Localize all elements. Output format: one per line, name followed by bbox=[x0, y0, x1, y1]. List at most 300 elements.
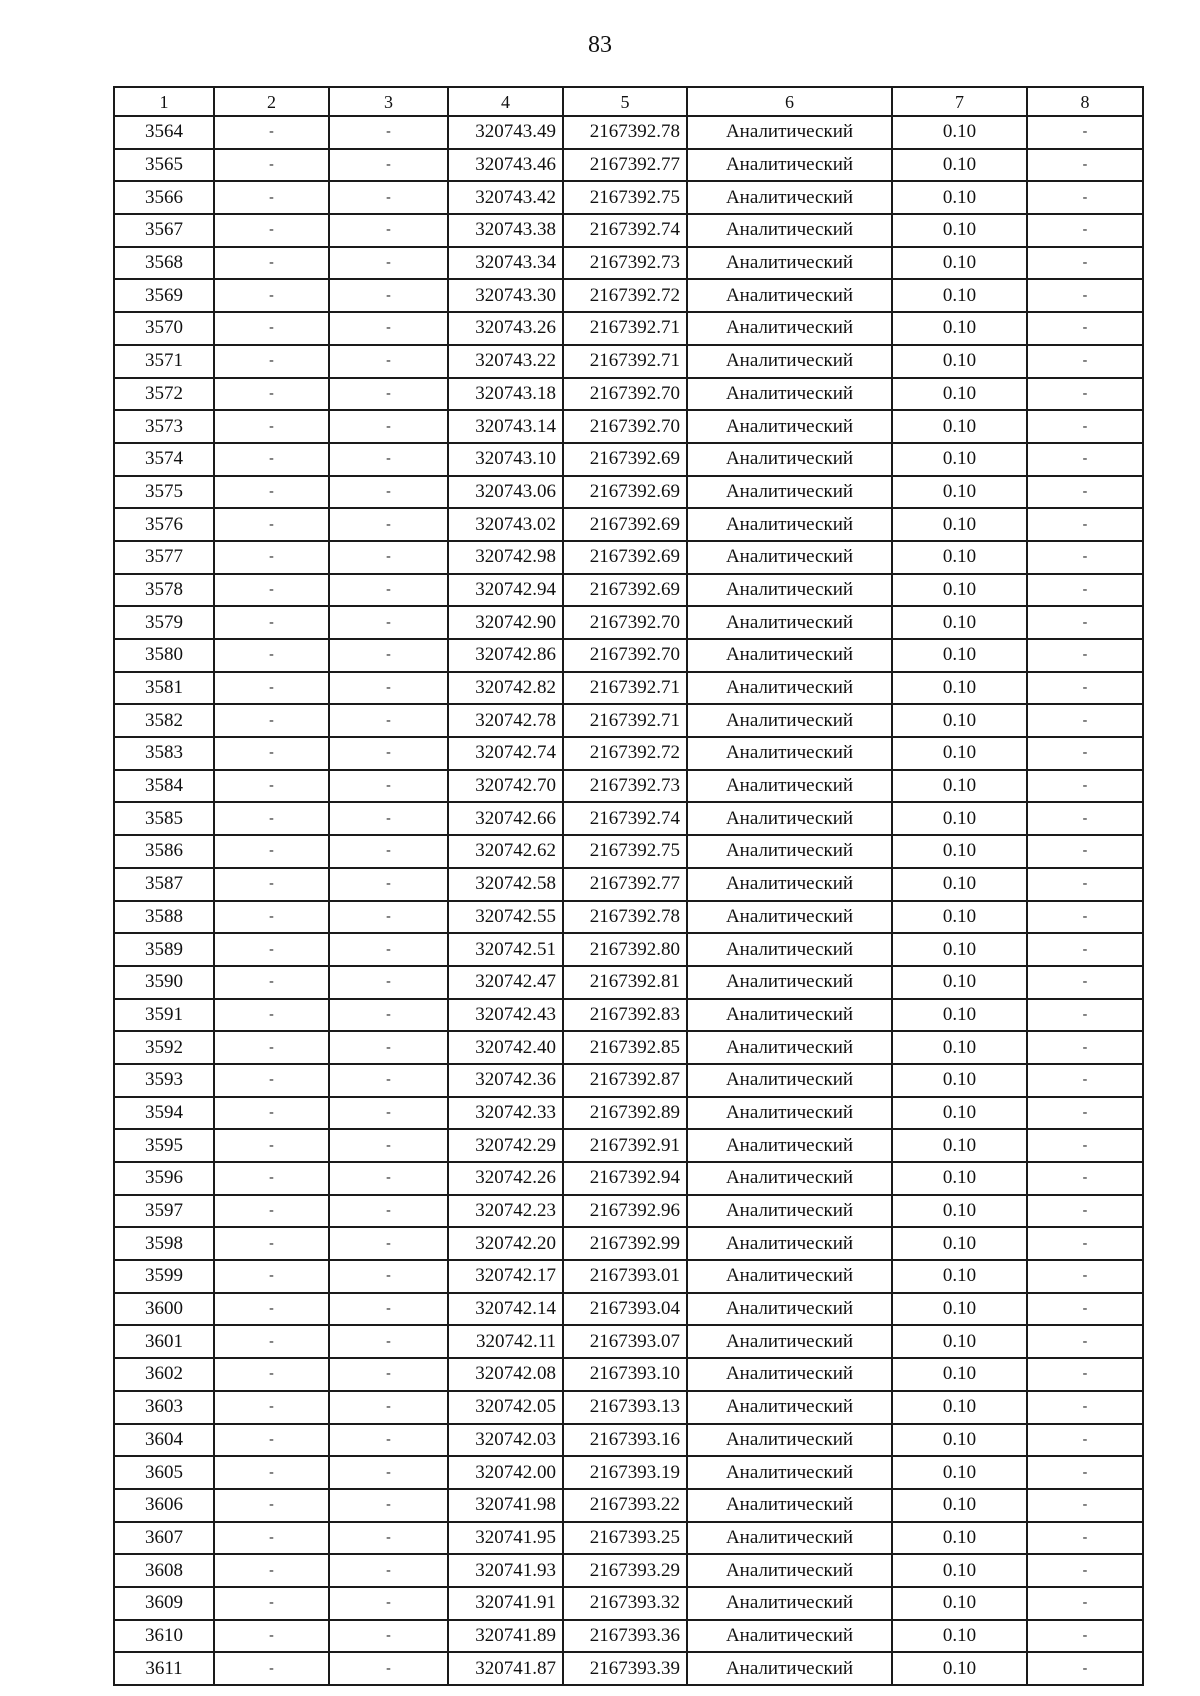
method-cell: Аналитический bbox=[687, 116, 892, 149]
col-2-cell: - bbox=[214, 1620, 329, 1653]
table-row bbox=[114, 901, 1143, 934]
point-number-cell: 3604 bbox=[114, 1424, 214, 1457]
point-number-cell: 3575 bbox=[114, 476, 214, 509]
col-2-cell: - bbox=[214, 1097, 329, 1130]
col-2-cell: - bbox=[214, 835, 329, 868]
precision-cell: 0.10 bbox=[892, 1620, 1027, 1653]
precision-cell: 0.10 bbox=[892, 1064, 1027, 1097]
y-coordinate-cell: 2167392.99 bbox=[563, 1227, 687, 1260]
point-number-cell: 3591 bbox=[114, 999, 214, 1032]
col-8-cell: - bbox=[1027, 1652, 1143, 1685]
y-coordinate-cell: 2167392.70 bbox=[563, 410, 687, 443]
col-8-cell: - bbox=[1027, 1195, 1143, 1228]
precision-cell: 0.10 bbox=[892, 149, 1027, 182]
y-coordinate-cell: 2167392.74 bbox=[563, 214, 687, 247]
method-cell: Аналитический bbox=[687, 999, 892, 1032]
y-coordinate-cell: 2167392.69 bbox=[563, 574, 687, 607]
precision-cell: 0.10 bbox=[892, 868, 1027, 901]
y-coordinate-cell: 2167392.70 bbox=[563, 378, 687, 411]
table-row bbox=[114, 966, 1143, 999]
point-number-cell: 3608 bbox=[114, 1554, 214, 1587]
y-coordinate-cell: 2167392.73 bbox=[563, 770, 687, 803]
precision-cell: 0.10 bbox=[892, 1097, 1027, 1130]
x-coordinate-cell: 320741.89 bbox=[448, 1620, 563, 1653]
y-coordinate-cell: 2167392.77 bbox=[563, 149, 687, 182]
col-3-cell: - bbox=[329, 1424, 448, 1457]
header-row bbox=[114, 87, 1143, 116]
table-row bbox=[114, 1587, 1143, 1620]
method-cell: Аналитический bbox=[687, 312, 892, 345]
table-row bbox=[114, 476, 1143, 509]
method-cell: Аналитический bbox=[687, 1031, 892, 1064]
precision-cell: 0.10 bbox=[892, 443, 1027, 476]
col-8-cell: - bbox=[1027, 672, 1143, 705]
col-3-cell: - bbox=[329, 214, 448, 247]
y-coordinate-cell: 2167393.39 bbox=[563, 1652, 687, 1685]
point-number-cell: 3596 bbox=[114, 1162, 214, 1195]
col-3-cell: - bbox=[329, 966, 448, 999]
col-8-cell: - bbox=[1027, 1358, 1143, 1391]
method-cell: Аналитический bbox=[687, 770, 892, 803]
precision-cell: 0.10 bbox=[892, 1260, 1027, 1293]
x-coordinate-cell: 320743.34 bbox=[448, 247, 563, 280]
precision-cell: 0.10 bbox=[892, 574, 1027, 607]
table-row bbox=[114, 116, 1143, 149]
x-coordinate-cell: 320742.98 bbox=[448, 541, 563, 574]
y-coordinate-cell: 2167393.01 bbox=[563, 1260, 687, 1293]
col-8-cell: - bbox=[1027, 901, 1143, 934]
point-number-cell: 3585 bbox=[114, 802, 214, 835]
y-coordinate-cell: 2167392.80 bbox=[563, 933, 687, 966]
table-row bbox=[114, 999, 1143, 1032]
col-2-cell: - bbox=[214, 868, 329, 901]
column-header-4: 4 bbox=[448, 87, 563, 116]
y-coordinate-cell: 2167392.69 bbox=[563, 443, 687, 476]
table-row bbox=[114, 1652, 1143, 1685]
point-number-cell: 3609 bbox=[114, 1587, 214, 1620]
col-2-cell: - bbox=[214, 1129, 329, 1162]
col-2-cell: - bbox=[214, 214, 329, 247]
method-cell: Аналитический bbox=[687, 1227, 892, 1260]
col-8-cell: - bbox=[1027, 770, 1143, 803]
col-3-cell: - bbox=[329, 901, 448, 934]
col-2-cell: - bbox=[214, 770, 329, 803]
col-8-cell: - bbox=[1027, 1325, 1143, 1358]
col-8-cell: - bbox=[1027, 1129, 1143, 1162]
col-3-cell: - bbox=[329, 1391, 448, 1424]
y-coordinate-cell: 2167392.96 bbox=[563, 1195, 687, 1228]
x-coordinate-cell: 320742.03 bbox=[448, 1424, 563, 1457]
method-cell: Аналитический bbox=[687, 1620, 892, 1653]
table-row bbox=[114, 1293, 1143, 1326]
coordinates-table bbox=[113, 86, 1144, 1686]
col-2-cell: - bbox=[214, 966, 329, 999]
x-coordinate-cell: 320742.40 bbox=[448, 1031, 563, 1064]
method-cell: Аналитический bbox=[687, 1522, 892, 1555]
precision-cell: 0.10 bbox=[892, 116, 1027, 149]
page-number: 83 bbox=[588, 32, 612, 58]
column-header-2: 2 bbox=[214, 87, 329, 116]
col-8-cell: - bbox=[1027, 345, 1143, 378]
col-8-cell: - bbox=[1027, 639, 1143, 672]
precision-cell: 0.10 bbox=[892, 1652, 1027, 1685]
table-row bbox=[114, 1554, 1143, 1587]
col-8-cell: - bbox=[1027, 541, 1143, 574]
y-coordinate-cell: 2167393.19 bbox=[563, 1456, 687, 1489]
col-3-cell: - bbox=[329, 378, 448, 411]
method-cell: Аналитический bbox=[687, 1097, 892, 1130]
col-8-cell: - bbox=[1027, 574, 1143, 607]
table-row bbox=[114, 835, 1143, 868]
x-coordinate-cell: 320742.70 bbox=[448, 770, 563, 803]
col-2-cell: - bbox=[214, 345, 329, 378]
method-cell: Аналитический bbox=[687, 802, 892, 835]
col-8-cell: - bbox=[1027, 1456, 1143, 1489]
method-cell: Аналитический bbox=[687, 1489, 892, 1522]
point-number-cell: 3574 bbox=[114, 443, 214, 476]
col-3-cell: - bbox=[329, 1554, 448, 1587]
table-row bbox=[114, 1391, 1143, 1424]
method-cell: Аналитический bbox=[687, 214, 892, 247]
column-header-1: 1 bbox=[114, 87, 214, 116]
col-3-cell: - bbox=[329, 606, 448, 639]
col-3-cell: - bbox=[329, 802, 448, 835]
method-cell: Аналитический bbox=[687, 1554, 892, 1587]
col-3-cell: - bbox=[329, 1293, 448, 1326]
x-coordinate-cell: 320742.90 bbox=[448, 606, 563, 639]
point-number-cell: 3593 bbox=[114, 1064, 214, 1097]
x-coordinate-cell: 320742.26 bbox=[448, 1162, 563, 1195]
y-coordinate-cell: 2167392.78 bbox=[563, 116, 687, 149]
precision-cell: 0.10 bbox=[892, 639, 1027, 672]
point-number-cell: 3573 bbox=[114, 410, 214, 443]
x-coordinate-cell: 320743.26 bbox=[448, 312, 563, 345]
precision-cell: 0.10 bbox=[892, 508, 1027, 541]
method-cell: Аналитический bbox=[687, 1129, 892, 1162]
point-number-cell: 3610 bbox=[114, 1620, 214, 1653]
col-8-cell: - bbox=[1027, 704, 1143, 737]
col-3-cell: - bbox=[329, 1620, 448, 1653]
table-row bbox=[114, 639, 1143, 672]
x-coordinate-cell: 320742.00 bbox=[448, 1456, 563, 1489]
table-row bbox=[114, 672, 1143, 705]
table-row bbox=[114, 1620, 1143, 1653]
x-coordinate-cell: 320741.98 bbox=[448, 1489, 563, 1522]
y-coordinate-cell: 2167392.87 bbox=[563, 1064, 687, 1097]
point-number-cell: 3592 bbox=[114, 1031, 214, 1064]
precision-cell: 0.10 bbox=[892, 410, 1027, 443]
table-row bbox=[114, 508, 1143, 541]
point-number-cell: 3583 bbox=[114, 737, 214, 770]
point-number-cell: 3582 bbox=[114, 704, 214, 737]
col-3-cell: - bbox=[329, 1031, 448, 1064]
col-8-cell: - bbox=[1027, 737, 1143, 770]
col-3-cell: - bbox=[329, 1325, 448, 1358]
point-number-cell: 3570 bbox=[114, 312, 214, 345]
x-coordinate-cell: 320743.22 bbox=[448, 345, 563, 378]
point-number-cell: 3600 bbox=[114, 1293, 214, 1326]
precision-cell: 0.10 bbox=[892, 1522, 1027, 1555]
precision-cell: 0.10 bbox=[892, 1162, 1027, 1195]
col-3-cell: - bbox=[329, 443, 448, 476]
method-cell: Аналитический bbox=[687, 149, 892, 182]
precision-cell: 0.10 bbox=[892, 704, 1027, 737]
x-coordinate-cell: 320741.91 bbox=[448, 1587, 563, 1620]
y-coordinate-cell: 2167392.71 bbox=[563, 312, 687, 345]
point-number-cell: 3602 bbox=[114, 1358, 214, 1391]
x-coordinate-cell: 320743.18 bbox=[448, 378, 563, 411]
table-row bbox=[114, 574, 1143, 607]
y-coordinate-cell: 2167393.10 bbox=[563, 1358, 687, 1391]
col-8-cell: - bbox=[1027, 1260, 1143, 1293]
precision-cell: 0.10 bbox=[892, 1195, 1027, 1228]
y-coordinate-cell: 2167392.71 bbox=[563, 672, 687, 705]
col-3-cell: - bbox=[329, 1260, 448, 1293]
point-number-cell: 3611 bbox=[114, 1652, 214, 1685]
y-coordinate-cell: 2167392.89 bbox=[563, 1097, 687, 1130]
precision-cell: 0.10 bbox=[892, 966, 1027, 999]
col-8-cell: - bbox=[1027, 443, 1143, 476]
point-number-cell: 3588 bbox=[114, 901, 214, 934]
point-number-cell: 3601 bbox=[114, 1325, 214, 1358]
precision-cell: 0.10 bbox=[892, 737, 1027, 770]
col-2-cell: - bbox=[214, 1522, 329, 1555]
precision-cell: 0.10 bbox=[892, 1129, 1027, 1162]
point-number-cell: 3576 bbox=[114, 508, 214, 541]
x-coordinate-cell: 320742.14 bbox=[448, 1293, 563, 1326]
col-8-cell: - bbox=[1027, 606, 1143, 639]
col-3-cell: - bbox=[329, 410, 448, 443]
method-cell: Аналитический bbox=[687, 1293, 892, 1326]
point-number-cell: 3586 bbox=[114, 835, 214, 868]
x-coordinate-cell: 320741.93 bbox=[448, 1554, 563, 1587]
y-coordinate-cell: 2167392.70 bbox=[563, 606, 687, 639]
col-3-cell: - bbox=[329, 1652, 448, 1685]
col-3-cell: - bbox=[329, 1587, 448, 1620]
col-3-cell: - bbox=[329, 999, 448, 1032]
col-3-cell: - bbox=[329, 476, 448, 509]
col-3-cell: - bbox=[329, 639, 448, 672]
col-8-cell: - bbox=[1027, 1162, 1143, 1195]
table-row bbox=[114, 149, 1143, 182]
method-cell: Аналитический bbox=[687, 247, 892, 280]
method-cell: Аналитический bbox=[687, 1391, 892, 1424]
y-coordinate-cell: 2167393.32 bbox=[563, 1587, 687, 1620]
col-2-cell: - bbox=[214, 1227, 329, 1260]
col-2-cell: - bbox=[214, 181, 329, 214]
col-3-cell: - bbox=[329, 279, 448, 312]
x-coordinate-cell: 320742.51 bbox=[448, 933, 563, 966]
col-3-cell: - bbox=[329, 704, 448, 737]
y-coordinate-cell: 2167393.22 bbox=[563, 1489, 687, 1522]
col-8-cell: - bbox=[1027, 802, 1143, 835]
precision-cell: 0.10 bbox=[892, 1293, 1027, 1326]
table-row bbox=[114, 1522, 1143, 1555]
table-row bbox=[114, 1129, 1143, 1162]
col-8-cell: - bbox=[1027, 312, 1143, 345]
table-row bbox=[114, 868, 1143, 901]
table-row bbox=[114, 443, 1143, 476]
y-coordinate-cell: 2167392.77 bbox=[563, 868, 687, 901]
col-2-cell: - bbox=[214, 1489, 329, 1522]
col-2-cell: - bbox=[214, 1031, 329, 1064]
col-3-cell: - bbox=[329, 1456, 448, 1489]
column-header-6: 6 bbox=[687, 87, 892, 116]
col-8-cell: - bbox=[1027, 1064, 1143, 1097]
y-coordinate-cell: 2167393.16 bbox=[563, 1424, 687, 1457]
point-number-cell: 3603 bbox=[114, 1391, 214, 1424]
y-coordinate-cell: 2167392.78 bbox=[563, 901, 687, 934]
col-8-cell: - bbox=[1027, 149, 1143, 182]
table-row bbox=[114, 704, 1143, 737]
y-coordinate-cell: 2167392.75 bbox=[563, 835, 687, 868]
x-coordinate-cell: 320742.43 bbox=[448, 999, 563, 1032]
x-coordinate-cell: 320742.05 bbox=[448, 1391, 563, 1424]
col-3-cell: - bbox=[329, 1162, 448, 1195]
col-8-cell: - bbox=[1027, 1587, 1143, 1620]
point-number-cell: 3594 bbox=[114, 1097, 214, 1130]
x-coordinate-cell: 320743.10 bbox=[448, 443, 563, 476]
col-8-cell: - bbox=[1027, 1227, 1143, 1260]
precision-cell: 0.10 bbox=[892, 181, 1027, 214]
col-2-cell: - bbox=[214, 1162, 329, 1195]
point-number-cell: 3606 bbox=[114, 1489, 214, 1522]
x-coordinate-cell: 320743.46 bbox=[448, 149, 563, 182]
y-coordinate-cell: 2167392.72 bbox=[563, 737, 687, 770]
table-row bbox=[114, 1064, 1143, 1097]
col-3-cell: - bbox=[329, 1129, 448, 1162]
col-2-cell: - bbox=[214, 116, 329, 149]
precision-cell: 0.10 bbox=[892, 835, 1027, 868]
x-coordinate-cell: 320742.58 bbox=[448, 868, 563, 901]
x-coordinate-cell: 320742.29 bbox=[448, 1129, 563, 1162]
x-coordinate-cell: 320742.08 bbox=[448, 1358, 563, 1391]
table-row bbox=[114, 802, 1143, 835]
precision-cell: 0.10 bbox=[892, 672, 1027, 705]
method-cell: Аналитический bbox=[687, 378, 892, 411]
table-row bbox=[114, 410, 1143, 443]
col-8-cell: - bbox=[1027, 378, 1143, 411]
point-number-cell: 3590 bbox=[114, 966, 214, 999]
col-3-cell: - bbox=[329, 247, 448, 280]
method-cell: Аналитический bbox=[687, 704, 892, 737]
col-3-cell: - bbox=[329, 1227, 448, 1260]
point-number-cell: 3568 bbox=[114, 247, 214, 280]
x-coordinate-cell: 320742.47 bbox=[448, 966, 563, 999]
col-3-cell: - bbox=[329, 116, 448, 149]
x-coordinate-cell: 320743.42 bbox=[448, 181, 563, 214]
method-cell: Аналитический bbox=[687, 1456, 892, 1489]
table-row bbox=[114, 1424, 1143, 1457]
x-coordinate-cell: 320743.30 bbox=[448, 279, 563, 312]
precision-cell: 0.10 bbox=[892, 802, 1027, 835]
col-3-cell: - bbox=[329, 1358, 448, 1391]
table-row bbox=[114, 541, 1143, 574]
col-2-cell: - bbox=[214, 1064, 329, 1097]
precision-cell: 0.10 bbox=[892, 476, 1027, 509]
x-coordinate-cell: 320741.95 bbox=[448, 1522, 563, 1555]
precision-cell: 0.10 bbox=[892, 1391, 1027, 1424]
table-row bbox=[114, 1162, 1143, 1195]
table-row bbox=[114, 345, 1143, 378]
col-2-cell: - bbox=[214, 149, 329, 182]
col-8-cell: - bbox=[1027, 1031, 1143, 1064]
point-number-cell: 3584 bbox=[114, 770, 214, 803]
column-header-7: 7 bbox=[892, 87, 1027, 116]
x-coordinate-cell: 320742.36 bbox=[448, 1064, 563, 1097]
x-coordinate-cell: 320742.86 bbox=[448, 639, 563, 672]
table-row bbox=[114, 1227, 1143, 1260]
table-row bbox=[114, 737, 1143, 770]
precision-cell: 0.10 bbox=[892, 279, 1027, 312]
col-2-cell: - bbox=[214, 639, 329, 672]
table-row bbox=[114, 1489, 1143, 1522]
point-number-cell: 3571 bbox=[114, 345, 214, 378]
method-cell: Аналитический bbox=[687, 443, 892, 476]
x-coordinate-cell: 320743.38 bbox=[448, 214, 563, 247]
col-2-cell: - bbox=[214, 933, 329, 966]
col-3-cell: - bbox=[329, 737, 448, 770]
col-2-cell: - bbox=[214, 279, 329, 312]
col-3-cell: - bbox=[329, 181, 448, 214]
col-8-cell: - bbox=[1027, 1097, 1143, 1130]
col-2-cell: - bbox=[214, 312, 329, 345]
col-2-cell: - bbox=[214, 672, 329, 705]
y-coordinate-cell: 2167392.83 bbox=[563, 999, 687, 1032]
method-cell: Аналитический bbox=[687, 1260, 892, 1293]
table-body bbox=[114, 116, 1143, 1685]
col-2-cell: - bbox=[214, 1652, 329, 1685]
col-3-cell: - bbox=[329, 508, 448, 541]
table-row bbox=[114, 1325, 1143, 1358]
point-number-cell: 3577 bbox=[114, 541, 214, 574]
col-8-cell: - bbox=[1027, 410, 1143, 443]
x-coordinate-cell: 320743.02 bbox=[448, 508, 563, 541]
method-cell: Аналитический bbox=[687, 181, 892, 214]
table-row bbox=[114, 1195, 1143, 1228]
point-number-cell: 3567 bbox=[114, 214, 214, 247]
table-row bbox=[114, 247, 1143, 280]
table-row bbox=[114, 378, 1143, 411]
col-3-cell: - bbox=[329, 868, 448, 901]
table-row bbox=[114, 1260, 1143, 1293]
col-2-cell: - bbox=[214, 737, 329, 770]
method-cell: Аналитический bbox=[687, 476, 892, 509]
x-coordinate-cell: 320742.20 bbox=[448, 1227, 563, 1260]
point-number-cell: 3565 bbox=[114, 149, 214, 182]
y-coordinate-cell: 2167393.13 bbox=[563, 1391, 687, 1424]
precision-cell: 0.10 bbox=[892, 901, 1027, 934]
method-cell: Аналитический bbox=[687, 835, 892, 868]
col-2-cell: - bbox=[214, 1358, 329, 1391]
point-number-cell: 3598 bbox=[114, 1227, 214, 1260]
x-coordinate-cell: 320743.06 bbox=[448, 476, 563, 509]
y-coordinate-cell: 2167392.69 bbox=[563, 476, 687, 509]
x-coordinate-cell: 320742.94 bbox=[448, 574, 563, 607]
col-2-cell: - bbox=[214, 1587, 329, 1620]
col-3-cell: - bbox=[329, 541, 448, 574]
y-coordinate-cell: 2167393.29 bbox=[563, 1554, 687, 1587]
y-coordinate-cell: 2167392.69 bbox=[563, 541, 687, 574]
y-coordinate-cell: 2167393.07 bbox=[563, 1325, 687, 1358]
method-cell: Аналитический bbox=[687, 1325, 892, 1358]
table-row bbox=[114, 279, 1143, 312]
col-2-cell: - bbox=[214, 541, 329, 574]
x-coordinate-cell: 320743.49 bbox=[448, 116, 563, 149]
col-3-cell: - bbox=[329, 1064, 448, 1097]
method-cell: Аналитический bbox=[687, 1358, 892, 1391]
col-8-cell: - bbox=[1027, 508, 1143, 541]
